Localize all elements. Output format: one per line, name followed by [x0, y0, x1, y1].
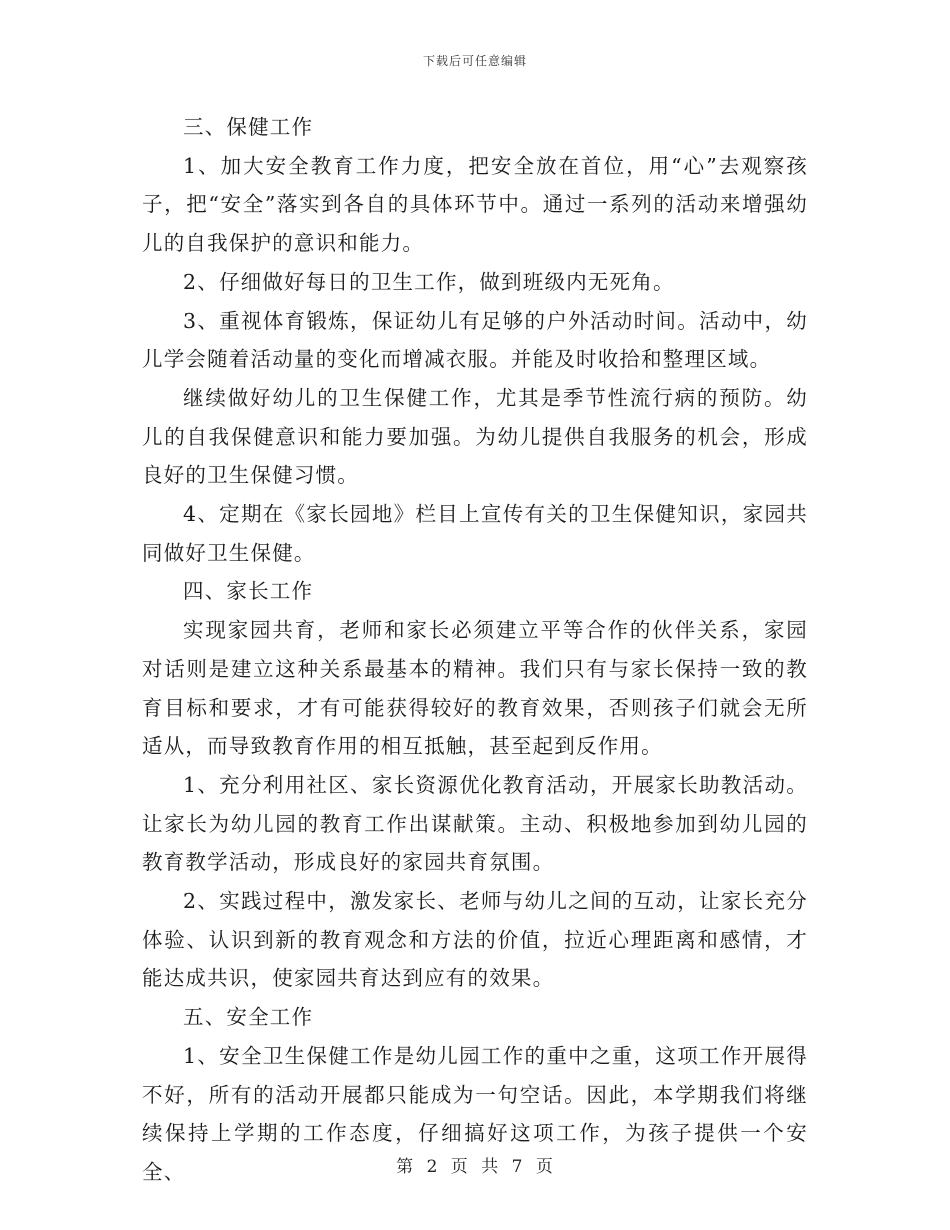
paragraph: 4、定期在《家长园地》栏目上宣传有关的卫生保健知识，家园共同做好卫生保健。 [142, 502, 808, 565]
paragraph: 1、安全卫生保健工作是幼儿园工作的重中之重，这项工作开展得不好，所有的活动开展都只能成为一句空话。因此，本学期我们将继续保持上学期的工作态度，仔细搞好这项工作，为孩子提供一个安全、 [142, 1043, 808, 1184]
paragraph: 实现家园共育，老师和家长必须建立平等合作的伙伴关系，家园对话则是建立这种关系最基本的精神。我们只有与家长保持一致的教育目标和要求，才有可能获得较好的教育效果，否则孩子们就会无所适从，而导致教育作用的相互抵触，甚至起到反作用。 [142, 618, 808, 759]
document-body [142, 108, 808, 1192]
paragraph: 1、充分利用社区、家长资源优化教育活动，开展家长助教活动。让家长为幼儿园的教育工作出谋献策。主动、积极地参加到幼儿园的教育教学活动，形成良好的家园共育氛围。 [142, 772, 808, 875]
page-header-note: 下载后可任意编辑 [422, 54, 527, 68]
page-number: 第 2 页 共 7 页 [396, 1157, 554, 1177]
section-heading-safety: 五、安全工作 [183, 1005, 314, 1030]
paragraph: 2、仔细做好每日的卫生工作，做到班级内无死角。 [183, 269, 675, 294]
paragraph: 继续做好幼儿的卫生保健工作，尤其是季节性流行病的预防。幼儿的自我保健意识和能力要加强。为幼儿提供自我服务的机会，形成良好的卫生保健习惯。 [142, 385, 808, 488]
paragraph: 3、重视体育锻炼，保证幼儿有足够的户外活动时间。活动中，幼儿学会随着活动量的变化而增减衣服。并能及时收拾和整理区域。 [142, 308, 808, 372]
section-heading-health: 三、保健工作 [183, 115, 314, 139]
section-heading-parents: 四、家长工作 [183, 579, 314, 604]
paragraph: 2、实践过程中，激发家长、老师与幼儿之间的互动，让家长充分体验、认识到新的教育观念和方法的价值，拉近心理距离和感情，才能达成共识，使家园共育达到应有的效果。 [142, 889, 808, 991]
paragraph: 1、加大安全教育工作力度，把安全放在首位，用“心”去观察孩子，把“安全”落实到各自的具体环节中。通过一系列的活动来增强幼儿的自我保护的意识和能力。 [142, 153, 808, 256]
